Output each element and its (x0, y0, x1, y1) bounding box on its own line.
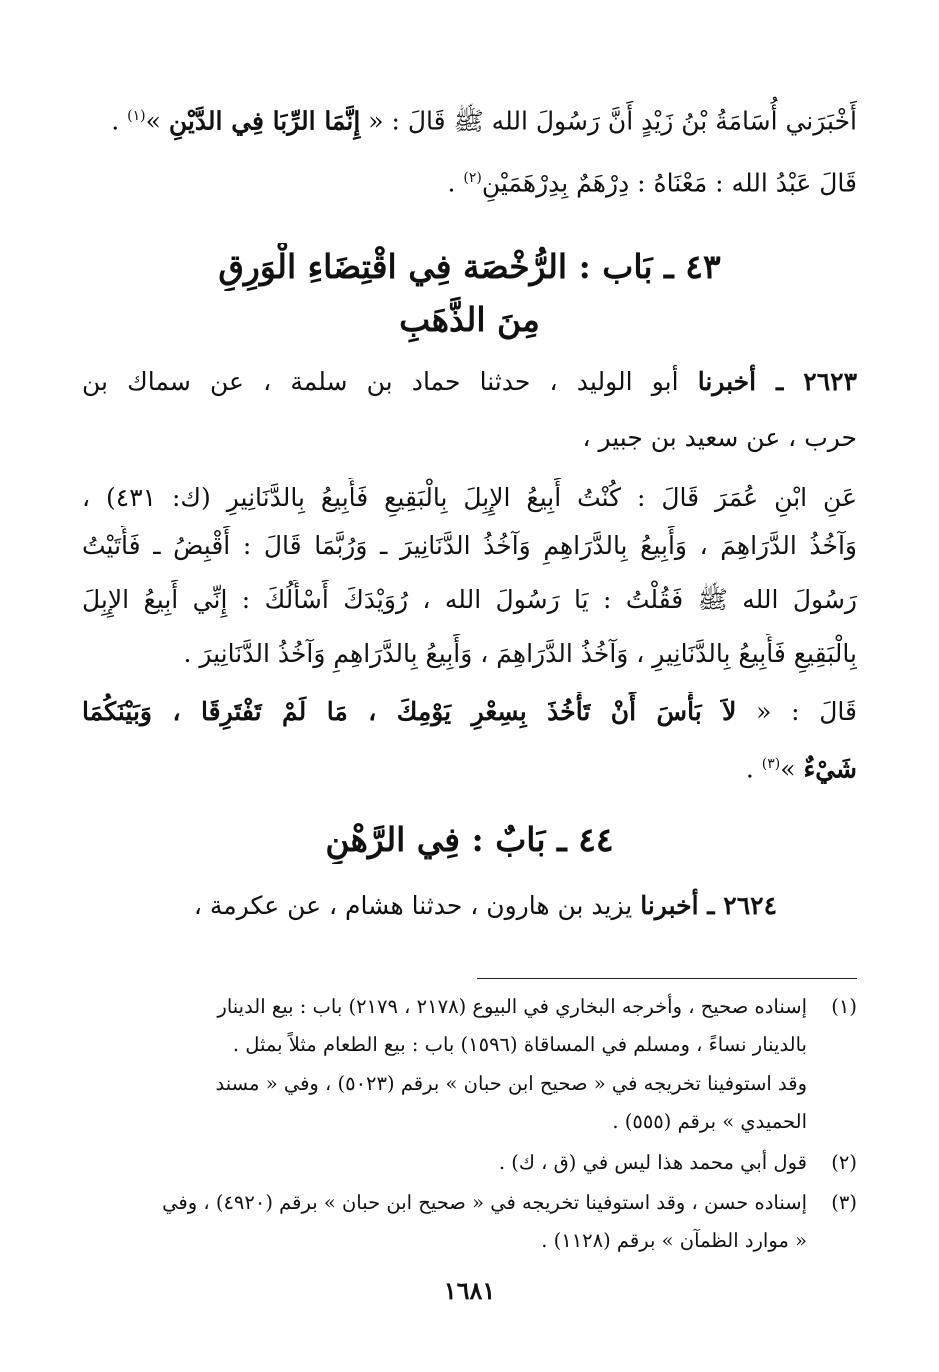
footnote-1-line-2: بالدينار نساءً ، ومسلم في المساقاة (١٥٩٦) باب : بيع الطعام مثلاً بمثل . (232, 1033, 807, 1056)
footnote-2-line-1: (٢) قول أبي محمد هذا ليس في (ق ، ك) . (82, 1146, 857, 1179)
footnote-3-line-2: « موارد الظمآن » برقم (١١٢٨) . (541, 1229, 807, 1252)
narration-line-1: أَخْبَرَني أُسَامَةُ بْنُ زَيْدٍ أَنَّ رَسُولَ الله ﷺ قَالَ : « إِنَّمَا الرِّبَا فِي الدَّيْنِ »$^{(١)}$ . (111, 106, 857, 136)
footnote-ref-1: (١) (127, 108, 146, 124)
hadith-2623-matn-line-1: عَنِ ابْنِ عُمَرَ قَالَ : كُنْتُ أَبِيعُ الإِبِلَ بِالْبَقِيعِ فَأَبِيعُ بِالدَّنَانِيرِ (ك: ٤٣١) ، (82, 483, 857, 512)
hadith-number: ٢٦٢٤ ـ (698, 891, 777, 920)
hadith-2623-isnad-line-1: ٢٦٢٣ ـ أخبرنا أبو الوليد ، حدثنا حماد بن سلمة ، عن سماك بن (82, 367, 857, 396)
hadith-2623-matn-line-2: وَآخُذُ الدَّرَاهِمَ ، وَأَبِيعُ بِالدَّرَاهِمِ وَآخُذُ الدَّنَانِيرَ ـ وَرُبَّمَا قَالَ : أَقْبِضُ ـ فَأَتَيْتُ (82, 531, 857, 560)
hadith-2623-saying-line-2: شَيْءٌ »$^{(٣)}$ . (745, 754, 857, 784)
prophetic-saying: إِنَّمَا الرِّبَا فِي الدَّيْنِ (168, 106, 361, 136)
footnote-3-line-1: (٣) إسناده حسن ، وقد استوفينا تخريجه في « صحيح ابن حبان » برقم (٤٩٢٠) ، وفي (82, 1186, 857, 1219)
hadith-2623-matn-line-3: رَسُولَ الله ﷺ فَقُلْتُ : يَا رَسُولَ الله ، رُوَيْدَكَ أَسْأَلُكَ : إِنِّي أَبِيعُ الإِبِلَ (82, 585, 857, 614)
hadith-2623-matn-line-4: بِالْبَقِيعِ فَأَبِيعُ بِالدَّنَانِيرِ ، وَآخُذُ الدَّرَاهِمَ ، وَأَبِيعُ بِالدَّرَاهِمِ وَآخُذُ الدَّنَانِيرَ . (183, 639, 857, 668)
chapter-44-title: ٤٤ ـ بَابٌ : فِي الرَّهْنِ (325, 820, 614, 859)
hadith-2623-saying-line-1: قَالَ : « لاَ بَأْسَ أَنْ تَأْخُذَ بِسِعْرِ يَوْمِكَ ، مَا لَمْ تَفْتَرِقَا ، وَبَيْنَكُمَا (82, 697, 857, 726)
hadith-2624-isnad: ٢٦٢٤ ـ أخبرنا يزيد بن هارون ، حدثنا هشام ، عن عكرمة ، (193, 891, 777, 920)
footnote-1-line-4: الحميدي » برقم (٥٥٥) . (612, 1110, 807, 1133)
footnote-number: (٢) (831, 1151, 857, 1174)
footnote-separator (477, 978, 857, 979)
hadith-number: ٢٦٢٣ ـ (756, 367, 857, 396)
footnote-ref-3: (٣) (761, 756, 781, 772)
footnote-number: (١) (831, 995, 857, 1018)
page-number: ١٦٨١ (443, 1276, 496, 1305)
prophetic-saying: لاَ بَأْسَ أَنْ تَأْخُذَ بِسِعْرِ يَوْمِكَ ، مَا لَمْ تَفْتَرِقَا ، وَبَيْنَكُمَا (82, 697, 737, 726)
footnote-ref-2: (٢) (463, 170, 482, 186)
footnote-1-line-3: وقد استوفينا تخريجه في « صحيح ابن حبان » برقم (٥٠٢٣) ، وفي « مسند (215, 1072, 807, 1095)
chapter-43-title-line-1: ٤٣ ـ بَاب : الرُّخْصَة فِي اقْتِضَاءِ الْوَرِقِ (218, 247, 721, 286)
narration-line-2: قَالَ عَبْدُ الله : مَعْنَاهُ : دِرْهَمٌ بِدِرْهَمَيْنِ$^{(٢)}$ . (447, 168, 857, 198)
footnote-1-line-1: (١) إسناده صحيح ، وأخرجه البخاري في البيوع (٢١٧٨ ، ٢١٧٩) باب : بيع الدينار (82, 990, 857, 1023)
chapter-43-title-line-2: مِنَ الذَّهَبِ (399, 300, 540, 339)
hadith-2623-isnad-line-2: حرب ، عن سعيد بن جبير ، (582, 423, 857, 452)
footnote-number: (٣) (831, 1191, 857, 1214)
